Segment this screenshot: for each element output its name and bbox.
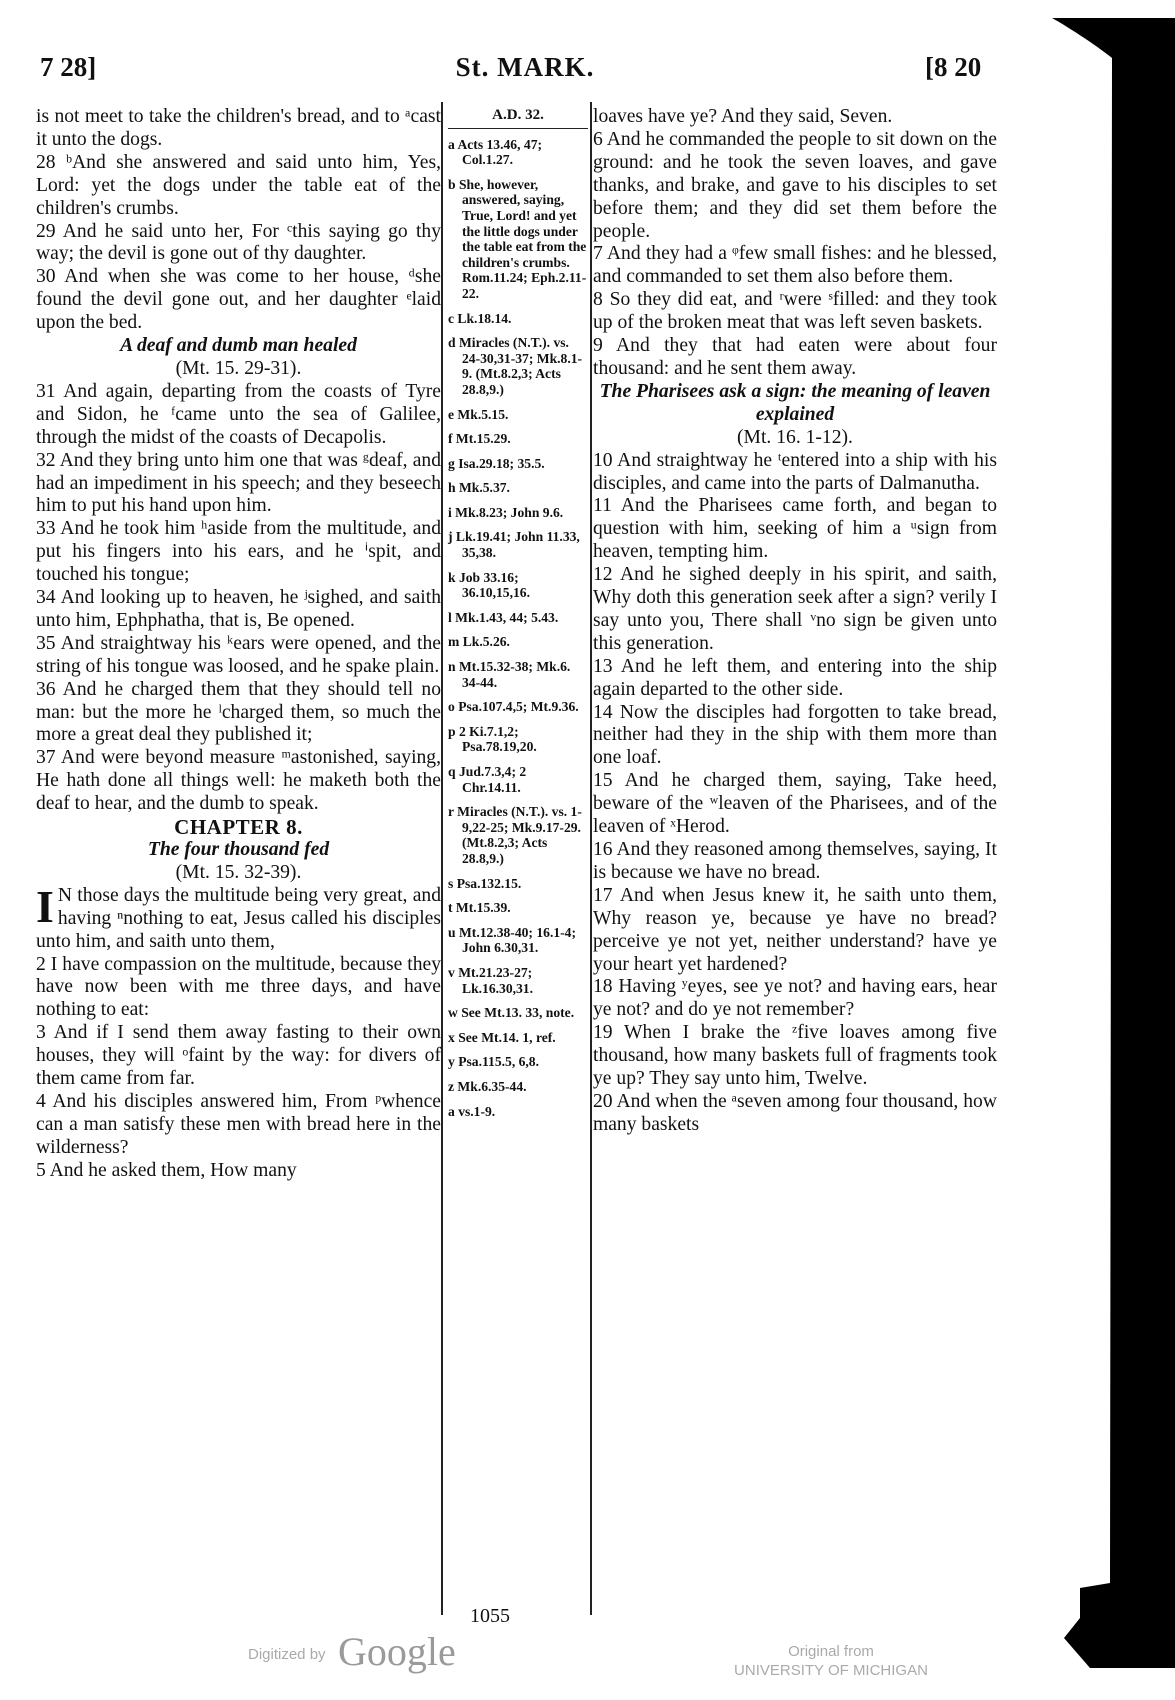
margin-ref: d Miracles (N.T.). vs. 24-30,31-37; Mk.8.1-9. (Mt.8.2,3; Acts 28.8,9.) <box>448 335 583 397</box>
verse: 8 So they did eat, and ʳwere ˢfilled: and they took up of the broken meat that was left seven baskets. <box>593 289 997 334</box>
margin-ref: m Lk.5.26. <box>448 634 510 650</box>
date-label: A.D. 32. <box>448 102 588 129</box>
verse: 15 And he charged them, saying, Take heed, beware of the ʷleaven of the Pharisees, and of the leaven of ˣHerod. <box>593 770 997 838</box>
verse: 17 And when Jesus knew it, he saith unto them, Why reason ye, because ye have no bread? perceive ye not yet, neither understand? have ye your heart yet hardened? <box>593 884 997 975</box>
left-column <box>36 106 441 1183</box>
original-source-label <box>716 1642 946 1680</box>
margin-ref: p 2 Ki.7.1,2; Psa.78.19,20. <box>448 723 537 755</box>
margin-ref: b She, however, answered, saying, True, Lord! and yet the little dogs under the table eat from the children's crumbs. Rom.11.24; Eph.2.11-22. <box>448 176 587 301</box>
right-column <box>593 106 997 1137</box>
section-heading-ref: (Mt. 16. 1-12). <box>737 426 853 448</box>
margin-ref: z Mk.6.35-44. <box>448 1078 527 1094</box>
header-right-ref: [8 20 <box>925 52 982 82</box>
margin-ref: t Mt.15.39. <box>448 900 511 916</box>
verse: 11 And the Pharisees came forth, and began to question with him, seeking of him a ᵘsign from heaven, tempting him. <box>593 495 997 563</box>
verse: 31 And again, departing from the coasts of Tyre and Sidon, he ᶠcame unto the sea of Galilee, through the midst of the coasts of Decapolis. <box>36 380 441 448</box>
chapter-heading: CHAPTER 8. <box>174 815 303 840</box>
verse: 16 And they reasoned among themselves, saying, It is because we have no bread. <box>593 839 997 883</box>
verse: 20 And when the ᵃseven among four thousand, how many baskets <box>593 1090 997 1135</box>
page-binding-edge <box>1050 18 1175 1668</box>
verse: 33 And he took him ʰaside from the multitude, and put his fingers into his ears, and he ⁱspit, and touched his tongue; <box>36 518 441 586</box>
verse: 32 And they bring unto him one that was ᵍdeaf, and had an impediment in his speech; and they beseech him to put his hand upon him. <box>36 449 441 517</box>
verse: 30 And when she was come to her house, ᵈshe found the devil gone out, and her daughter ᵉlaid upon the bed. <box>36 266 441 334</box>
digitized-by-label: Digitized by <box>248 1646 326 1663</box>
margin-ref: r Miracles (N.T.). vs. 1-9,22-25; Mk.9.17-29. (Mt.8.2,3; Acts 28.8,9.) <box>448 804 582 866</box>
verse: is not meet to take the children's bread, and to ᵃcast it unto the dogs. <box>36 106 441 150</box>
margin-ref: i Mk.8.23; John 9.6. <box>448 504 564 520</box>
verse: 37 And were beyond measure ᵐastonished, saying, He hath done all things well: he maketh both the deaf to hear, and the dumb to speak. <box>36 747 441 815</box>
column-divider-right <box>590 102 592 1615</box>
margin-ref: l Mk.1.43, 44; 5.43. <box>448 609 559 625</box>
verse: 5 And he asked them, How many <box>36 1159 297 1181</box>
header-left-ref: 7 28] <box>40 52 97 82</box>
margin-ref: u Mt.12.38-40; 16.1-4; John 6.30,31. <box>448 924 576 956</box>
margin-ref: h Mk.5.37. <box>448 480 510 496</box>
margin-ref: c Lk.18.14. <box>448 310 512 326</box>
margin-ref: v Mt.21.23-27; Lk.16.30,31. <box>448 964 534 996</box>
margin-ref: q Jud.7.3,4; 2 Chr.14.11. <box>448 764 527 795</box>
margin-ref: w See Mt.13. 33, note. <box>448 1005 575 1021</box>
margin-ref: f Mt.15.29. <box>448 431 511 447</box>
verse <box>36 880 441 954</box>
margin-ref: k Job 33.16; 36.10,15,16. <box>448 569 530 601</box>
section-heading-ref: (Mt. 15. 29-31). <box>175 357 302 379</box>
section-heading-ref: (Mt. 15. 32-39). <box>175 861 302 883</box>
verse: 34 And looking up to heaven, he ʲsighed, and saith unto him, Ephphatha, that is, Be opened. <box>36 587 441 631</box>
drop-cap: I <box>36 880 54 932</box>
header-book-title: St. MARK. <box>455 52 595 82</box>
verse: 35 And straightway his ᵏears were opened, and the string of his tongue was loosed, and he spake plain. <box>36 632 441 677</box>
verse: 36 And he charged them that they should tell no man: but the more he ˡcharged them, so much the more a great deal they published it; <box>36 678 441 746</box>
verse: 6 And he commanded the people to sit down on the ground: and he took the seven loaves, and gave thanks, and brake, and gave to his disciples to set before them; and they did set them before the people. <box>593 128 997 242</box>
verse: 14 Now the disciples had forgotten to take bread, neither had they in the ship with them more than one loaf. <box>593 701 997 769</box>
margin-ref: o Psa.107.4,5; Mt.9.36. <box>448 699 579 715</box>
verse-text: N those days the multitude being very great, and having ⁿnothing to eat, Jesus called his disciples unto him, and saith unto them, <box>36 884 441 952</box>
verse: 19 When I brake the ᶻfive loaves among five thousand, how many baskets full of fragments took ye up? They say unto him, Twelve. <box>593 1022 997 1090</box>
verse: 28 ᵇAnd she answered and said unto him, Yes, Lord: yet the dogs under the table eat of the children's crumbs. <box>36 151 441 219</box>
verse: 4 And his disciples answered him, From ᵖwhence can a man satisfy these men with bread here in the wilderness? <box>36 1090 441 1158</box>
margin-ref: a vs.1-9. <box>448 1103 496 1119</box>
cross-reference-margin <box>448 102 588 1128</box>
margin-ref: x See Mt.14. 1, ref. <box>448 1029 556 1045</box>
verse: 13 And he left them, and entering into the ship again departed to the other side. <box>593 655 997 700</box>
google-logo: Google <box>338 1629 456 1674</box>
margin-ref: j Lk.19.41; John 11.33, 35,38. <box>448 529 580 561</box>
verse: 7 And they had a ᵠfew small fishes: and he blessed, and commanded to set them also before them. <box>593 243 997 288</box>
verse: 29 And he said unto her, For ᶜthis saying go thy way; the devil is gone out of thy daughter. <box>36 220 441 265</box>
margin-ref: e Mk.5.15. <box>448 406 509 422</box>
verse: 3 And if I send them away fasting to their own houses, they will ᵒfaint by the way: for divers of them came from far. <box>36 1022 441 1090</box>
verse: loaves have ye? And they said, Seven. <box>593 106 893 127</box>
university-text: UNIVERSITY OF MICHIGAN <box>734 1662 928 1679</box>
margin-ref: n Mt.15.32-38; Mk.6. 34-44. <box>448 659 571 690</box>
section-heading: A deaf and dumb man healed <box>120 335 357 357</box>
page-number: 1055 <box>470 1605 510 1627</box>
verse: 2 I have compassion on the multitude, because they have now been with me three days, and have nothing to eat: <box>36 953 441 1021</box>
section-heading: The Pharisees ask a sign: the meaning of leaven explained <box>599 380 991 425</box>
section-heading: The four thousand fed <box>147 839 330 860</box>
verse: 9 And they that had eaten were about four thousand: and he sent them away. <box>593 335 997 379</box>
margin-ref: g Isa.29.18; 35.5. <box>448 455 545 471</box>
verse: 12 And he sighed deeply in his spirit, and saith, Why doth this generation seek after a sign? verily I say unto you, There shall ᵛno sign be given unto this generation. <box>593 564 997 654</box>
margin-ref: y Psa.115.5, 6,8. <box>448 1054 540 1070</box>
margin-ref: s Psa.132.15. <box>448 875 522 891</box>
verse: 18 Having ʸeyes, see ye not? and having ears, hear ye not? and do ye not remember? <box>593 976 997 1021</box>
column-divider-left <box>441 102 443 1615</box>
margin-ref: a Acts 13.46, 47; Col.1.27. <box>448 136 543 168</box>
original-from-text: Original from <box>788 1643 874 1660</box>
verse: 10 And straightway he ᵗentered into a ship with his disciples, and came into the parts of Dalmanutha. <box>593 449 997 494</box>
